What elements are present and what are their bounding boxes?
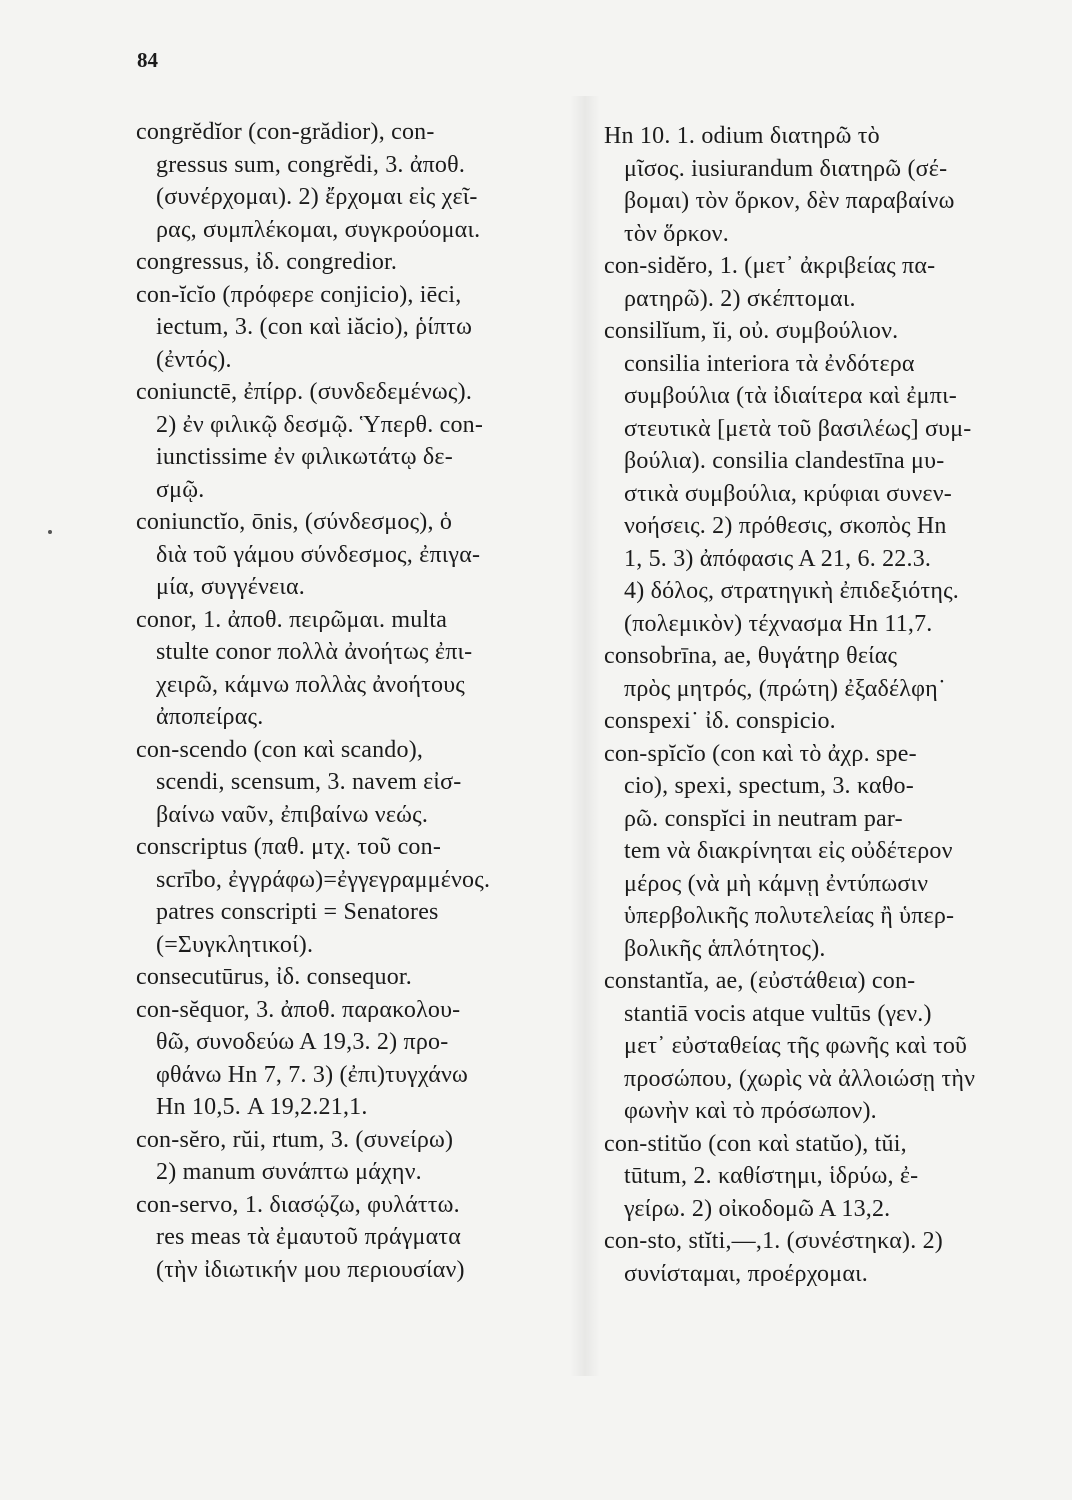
entry-line: con-ĭcĭo (πρόφερε conjicio), iēci, <box>136 281 462 308</box>
dictionary-entry <box>136 604 568 734</box>
dictionary-entry <box>604 705 1044 738</box>
entry-line: συμβούλια (τὰ ἰδιαίτερα καὶ ἐμπι- <box>624 383 957 409</box>
dictionary-entry <box>604 315 1044 640</box>
entry-line: μία, συγγένεια. <box>156 574 305 600</box>
entry-line: πρὸς μητρός, (πρώτη) ἐξαδέλφη˙ <box>624 675 947 702</box>
entry-line: conor, 1. ἀποθ. πειρῶμαι. multa <box>136 606 448 633</box>
entry-line: con-sĕro, rŭi, rtum, 3. (συνείρω) <box>136 1126 454 1153</box>
dictionary-entry <box>136 994 568 1124</box>
entry-line: βολικῆς ἁπλότητος). <box>624 935 826 962</box>
entry-line: congrĕdĭor (con-grădior), con- <box>136 119 435 145</box>
bleed-through-shadow <box>570 96 600 1376</box>
entry-line: scendi, scensum, 3. navem εἰσ- <box>156 769 462 795</box>
entry-line: σμῷ. <box>156 476 205 503</box>
entry-line: con-servo, 1. διασῴζω, φυλάττω. <box>136 1191 460 1218</box>
dictionary-entry <box>604 250 1044 315</box>
entry-line: βούλια). consilia clandestīna μυ- <box>624 448 945 474</box>
entry-line: con-sidĕro, 1. (μετ᾽ ἀκριβείας πα- <box>604 253 936 279</box>
entry-line: βομαι) τὸν ὅρκον, δὲν παραβαίνω <box>624 188 955 214</box>
entry-line: προσώπου, (χωρὶς νὰ ἀλλοιώσῃ τὴν <box>624 1065 976 1092</box>
paper-speck <box>48 530 52 534</box>
entry-line: (συνέρχομαι). 2) ἔρχομαι εἰς χεῖ- <box>156 184 478 210</box>
entry-line: ἀποπείρας. <box>156 704 264 730</box>
entry-line: συνίσταμαι, προέρχομαι. <box>624 1260 868 1287</box>
entry-line: στευτικὰ [μετὰ τοῦ βασιλέως] συμ- <box>624 415 972 442</box>
entry-line: 1, 5. 3) ἀπόφασις Α 21, 6. 22.3. <box>624 545 932 572</box>
dictionary-entry <box>136 506 568 604</box>
dictionary-entry <box>136 831 568 961</box>
entry-line: (πολεμικὸν) τέχνασμα Ηn 11,7. <box>624 610 933 637</box>
entry-line: διὰ τοῦ γάμου σύνδεσμος, ἐπιγα- <box>156 541 481 568</box>
dictionary-entry <box>604 738 1044 966</box>
dictionary-entry <box>136 734 568 832</box>
dictionary-entry <box>136 279 568 377</box>
entry-line: ρατηρῶ). 2) σκέπτομαι. <box>624 285 856 312</box>
dictionary-entry <box>136 376 568 506</box>
entry-line: tūtum, 2. καθίστημι, ἱδρύω, ἐ- <box>624 1163 919 1189</box>
entry-line: conspexi˙ ἰδ. conspicio. <box>604 708 836 734</box>
entry-line: conscriptus (παθ. μτχ. τοῦ con- <box>136 834 442 860</box>
entry-line: scrībo, ἐγγράφω)=ἐγγεγραμμένος. <box>156 866 491 893</box>
dictionary-entry <box>136 1189 568 1287</box>
page-number: 84 <box>137 48 158 72</box>
entry-line: iunctissime ἐν φιλικωτάτῳ δε- <box>156 444 453 470</box>
entry-line: cio), spexi, spectum, 3. καθο- <box>624 773 914 799</box>
entry-line: res meas τὰ ἐμαυτοῦ πράγματα <box>156 1224 461 1250</box>
entry-line: μέρος (νὰ μὴ κάμνῃ ἐντύπωσιν <box>624 870 929 897</box>
entry-line: ὑπερβολικῆς πολυτελείας ἢ ὑπερ- <box>624 903 955 929</box>
left-column <box>136 116 568 1286</box>
entry-line: Ηn 10. 1. odium διατηρῶ τὸ <box>604 123 880 149</box>
entry-line: gressus sum, congrĕdi, 3. ἀποθ. <box>156 151 466 178</box>
entry-line: consecutūrus, ἰδ. consequor. <box>136 964 412 990</box>
entry-line: 2) ἐν φιλικῷ δεσμῷ. Ὑπερθ. con- <box>156 411 484 438</box>
entry-line: τὸν ὅρκον. <box>624 220 729 247</box>
dictionary-entry <box>136 116 568 246</box>
entry-line: con-scendo (con καὶ scando), <box>136 736 424 763</box>
entry-line: stulte conor πολλὰ ἀνοήτως ἐπι- <box>156 639 473 665</box>
right-column <box>604 120 1044 1290</box>
dictionary-entry <box>136 961 568 994</box>
entry-line: con-sto, stĭti,—,1. (συνέστηκα). 2) <box>604 1228 943 1254</box>
entry-line: (=Συγκλητικοί). <box>156 931 314 958</box>
entry-line: con-spĭcĭo (con καὶ τὸ ἀχρ. spe- <box>604 740 917 767</box>
entry-line: φωνὴν καὶ τὸ πρόσωπον). <box>624 1098 877 1124</box>
dictionary-entry <box>136 1124 568 1189</box>
entry-line: μῖσος. iusiurandum διατηρῶ (σέ- <box>624 155 948 182</box>
entry-line: (ἐντός). <box>156 346 232 373</box>
entry-line: Ηn 10,5. Α 19,2.21,1. <box>156 1094 368 1120</box>
dictionary-entry <box>136 246 568 279</box>
entry-line: consilĭum, ĭi, οὐ. συμβούλιον. <box>604 318 899 344</box>
dictionary-entry <box>604 1225 1044 1290</box>
entry-line: patres conscripti = Senatores <box>156 899 439 925</box>
entry-line: 4) δόλος, στρατηγικὴ ἐπιδεξιότης. <box>624 578 959 604</box>
entry-line: tem νὰ διακρίνηται εἰς οὐδέτερον <box>624 838 953 864</box>
entry-line: νοήσεις. 2) πρόθεσις, σκοπὸς Ηn <box>624 513 947 539</box>
entry-line: (τὴν ἰδιωτικήν μου περιουσίαν) <box>156 1256 465 1283</box>
entry-line: ρῶ. conspĭci in neutram par- <box>624 805 903 832</box>
entry-line: iectum, 3. (con καὶ iăcio), ῥίπτω <box>156 314 473 340</box>
entry-line: stantiā vocis atque vultūs (γεν.) <box>624 1000 932 1027</box>
entry-line: χειρῶ, κάμνω πολλὰς ἀνοήτους <box>156 671 466 698</box>
entry-line: con-sĕquor, 3. ἀποθ. παρακολου- <box>136 996 461 1023</box>
dictionary-entry <box>604 965 1044 1128</box>
entry-line: consilia interiora τὰ ἐνδότερα <box>624 350 915 377</box>
entry-line: μετ᾽ εὐσταθείας τῆς φωνῆς καὶ τοῦ <box>624 1033 968 1059</box>
dictionary-entry <box>604 120 1044 250</box>
entry-line: γείρω. 2) οἰκοδομῶ Α 13,2. <box>624 1195 891 1222</box>
entry-line: 2) manum συνάπτω μάχην. <box>156 1159 422 1185</box>
dictionary-entry <box>604 1128 1044 1226</box>
entry-line: consobrīna, ae, θυγάτηρ θείας <box>604 643 898 669</box>
entry-line: φθάνω Ηn 7, 7. 3) (ἐπι)τυγχάνω <box>156 1061 469 1088</box>
entry-line: ρας, συμπλέκομαι, συγκρούομαι. <box>156 216 481 243</box>
entry-line: στικὰ συμβούλια, κρύφιαι συνεν- <box>624 480 952 507</box>
dictionary-entry <box>604 640 1044 705</box>
entry-line: coniunctĭo, ōnis, (σύνδεσμος), ὁ <box>136 509 453 535</box>
entry-line: coniunctē, ἐπίρρ. (συνδεδεμένως). <box>136 379 473 405</box>
entry-line: con-stitŭo (con καὶ statŭo), tŭi, <box>604 1130 907 1157</box>
entry-line: θῶ, συνοδεύω Α 19,3. 2) προ- <box>156 1029 449 1055</box>
entry-line: βαίνω ναῦν, ἐπιβαίνω νεώς. <box>156 801 429 828</box>
entry-line: congressus, ἰδ. congredior. <box>136 249 398 275</box>
entry-line: constantĭa, ae, (εὐστάθεια) con- <box>604 968 916 994</box>
